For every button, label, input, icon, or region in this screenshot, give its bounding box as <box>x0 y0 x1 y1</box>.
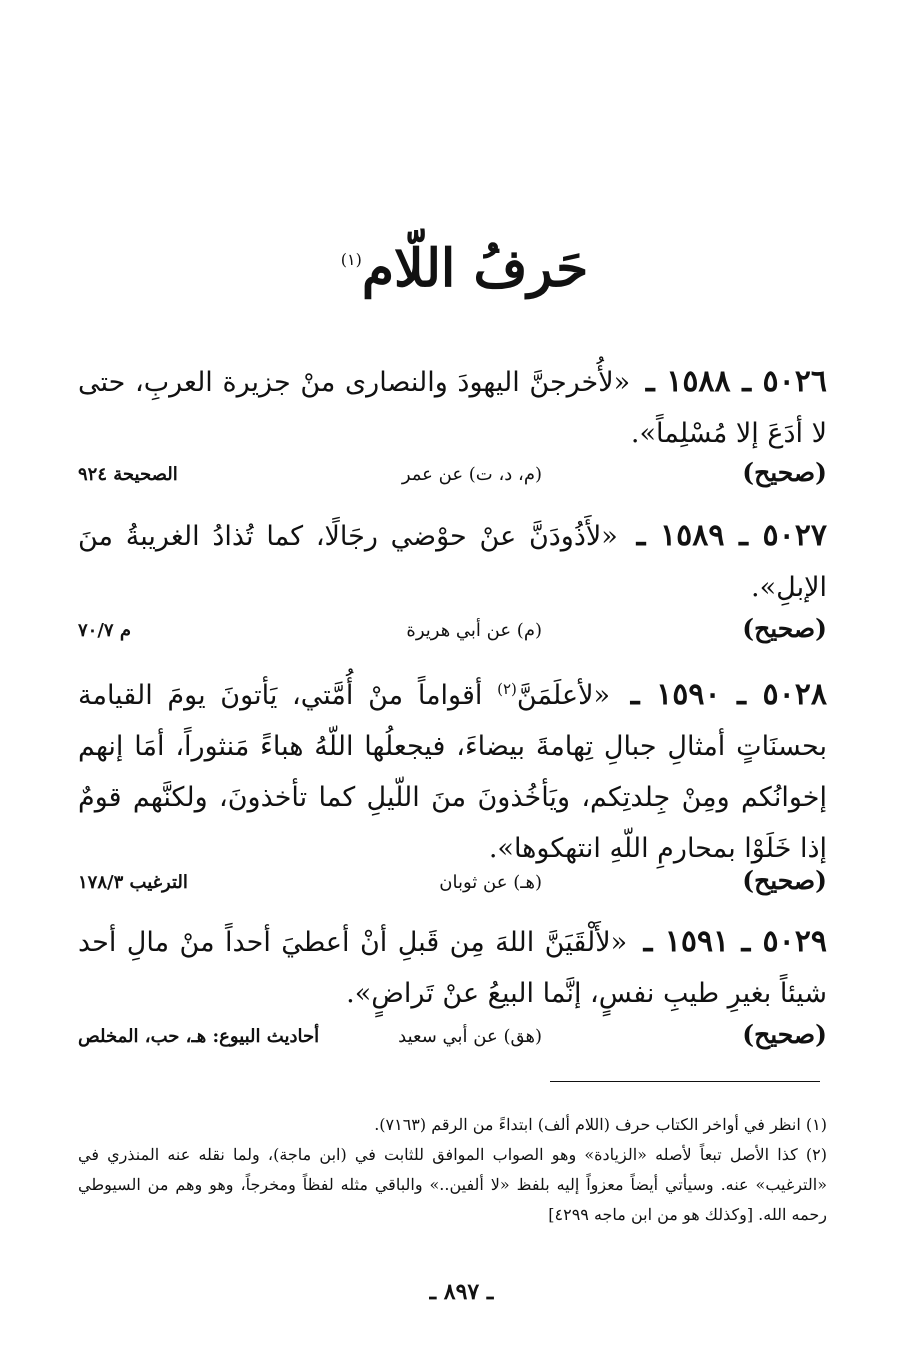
source-label: (م) عن أبي هريرة <box>406 620 542 641</box>
chapter-title-text: حَرفُ اللّام <box>361 238 589 299</box>
grade-label: (صحيح) <box>742 614 827 643</box>
hadith-text: أقواماً منْ أُمَّتي، يَأتونَ يومَ القيامة بحسنَاتٍ أمثالِ جبالِ تِهامةَ بيضاءَ، فيجعلُها اللّهُ هباءً مَنثوراً، أمَا إنهم إخوانُكم ومِنْ جِلدتِكم، ويَأخُذونَ منَ اللّيلِ كما تأخذونَ، ولكنَّهم قومٌ إذا خَلَوْا بمحارمِ اللّهِ انتهكوها». <box>78 680 827 864</box>
grade-label: (صحيح) <box>742 1020 827 1049</box>
hadith-meta <box>78 614 827 652</box>
footnote: (١) انظر في أواخر الكتاب حرف (اللام ألف) ابتداءً من الرقم (٧١٦٣). <box>374 1115 827 1134</box>
hadith-number: ٥٠٢٦ ـ ١٥٨٨ ـ <box>645 364 827 399</box>
footnote: (٢) كذا الأصل تبعاً لأصله «الزيادة» وهو الصواب الموافق للثابت في (ابن ماجة)، ولما نقله عنه المنذري في «الترغيب» عنه. وسيأتي أيضاً معزواً إليه بلفظ «لا ألفين..» والباقي مثله لفظاً ومخرجاً، وهو وهم من السيوطي رحمه الله. [وكذلك هو من ابن ماجه ٤٢٩٩] <box>78 1145 827 1224</box>
source-label: (هـ) عن ثوبان <box>439 872 542 893</box>
source-label: (م، د، ت) عن عمر <box>401 464 542 485</box>
reference-label: الترغيب ١٧٨/٣ <box>78 872 188 893</box>
source-label: (هق) عن أبي سعيد <box>398 1026 542 1047</box>
hadith-meta <box>78 458 827 496</box>
hadith-meta <box>78 866 827 904</box>
hadith-entry <box>78 356 827 459</box>
reference-label: أحاديث البيوع: هـ، حب، المخلص <box>78 1026 320 1047</box>
footnote-marker: (٢) <box>497 680 517 698</box>
chapter-note-marker: (١) <box>340 250 362 269</box>
hadith-text: «لأَذُودَنَّ عنْ حوْضي رجَالًا، كما تُذادُ الغريبةُ منَ الإبلِ». <box>78 521 827 603</box>
footnote-divider <box>550 1081 820 1082</box>
reference-label: الصحيحة ٩٢٤ <box>78 464 178 485</box>
hadith-entry <box>78 664 827 874</box>
hadith-text-start: «لأعلَمَنَّ <box>516 680 611 711</box>
hadith-number: ٥٠٢٧ ـ ١٥٨٩ ـ <box>636 518 827 553</box>
hadith-text: «لأُخرجنَّ اليهودَ والنصارى منْ جزيرة العربِ، حتى لا أدَعَ إلا مُسْلِماً». <box>78 367 827 449</box>
reference-label: م ٧٠/٧ <box>78 620 131 641</box>
hadith-meta <box>78 1020 827 1058</box>
hadith-number: ٥٠٢٩ ـ ١٥٩١ ـ <box>643 924 827 959</box>
hadith-entry <box>78 916 827 1019</box>
chapter-title <box>0 238 923 299</box>
hadith-number: ٥٠٢٨ ـ ١٥٩٠ ـ <box>630 677 827 712</box>
hadith-entry <box>78 510 827 613</box>
page-number: ـ ٨٩٧ ـ <box>429 1279 494 1305</box>
footnotes <box>78 1110 827 1230</box>
grade-label: (صحيح) <box>742 458 827 487</box>
grade-label: (صحيح) <box>742 866 827 895</box>
hadith-text: «لأَلْقَيَنَّ اللهَ مِن قَبلِ أنْ أعطيَ أحداً منْ مالِ أحد شيئاً بغيرِ طيبِ نفسٍ، إنَّما البيعُ عنْ تَراضٍ». <box>78 927 827 1009</box>
